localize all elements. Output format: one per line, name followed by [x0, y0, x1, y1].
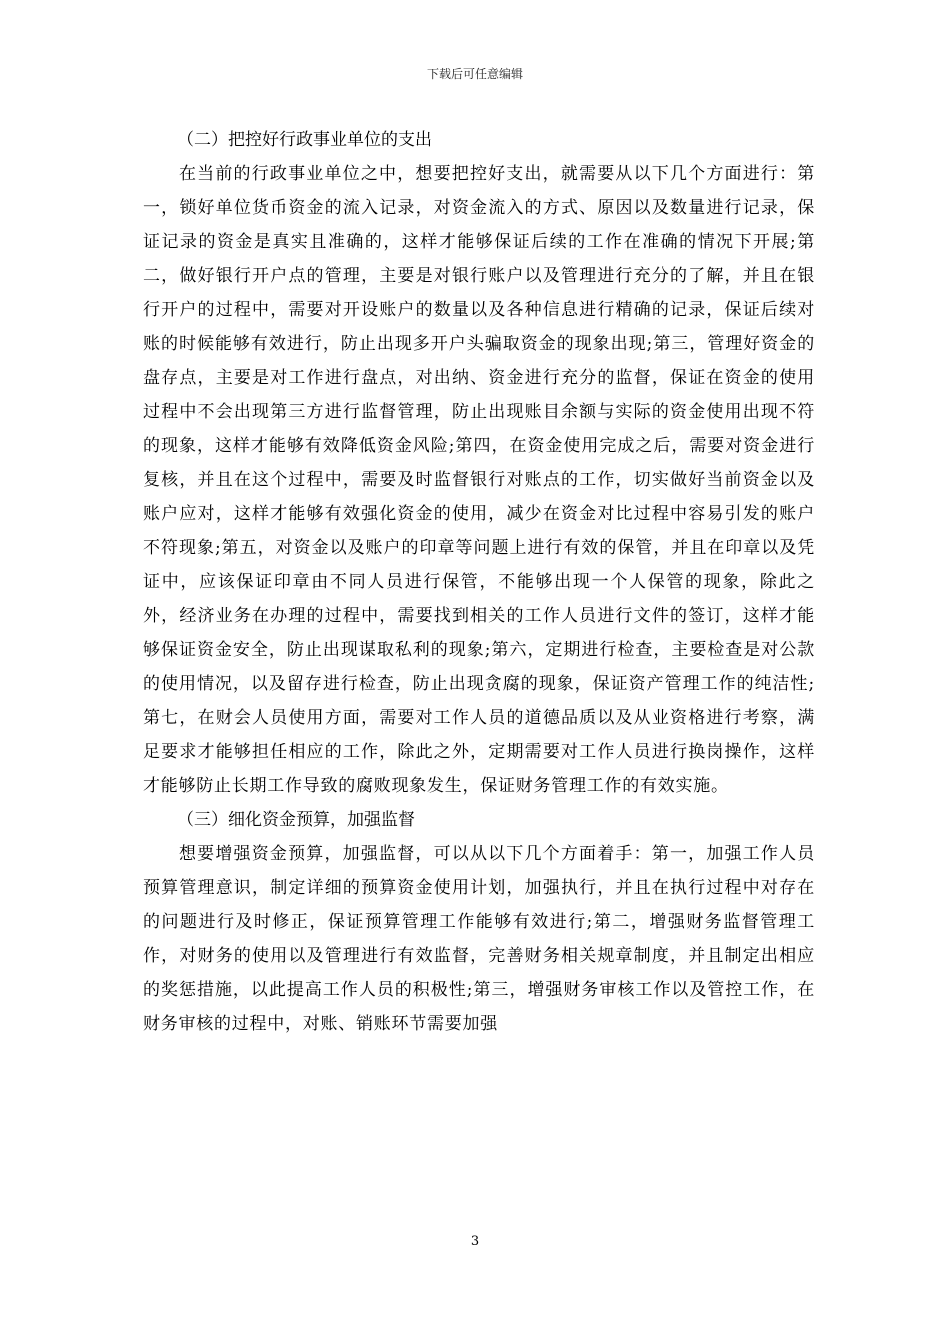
section-paragraph-3: 想要增强资金预算，加强监督，可以从以下几个方面着手：第一，加强工作人员预算管理意识，制定详细的预算资金使用计划，加强执行，并且在执行过程中对存在的问题进行及时修正，保证预算管理工作能够有效进行;第二，增强财务监督管理工作，对财务的使用以及管理进行有效监督，完善财务相关规章制度，并且制定出相应的奖惩措施，以此提高工作人员的积极性;第三，增强财务审核工作以及管控工作，在财务审核的过程中，对账、销账环节需要加强 — [143, 844, 815, 1034]
document-body — [143, 123, 815, 1041]
page-number: 3 — [470, 1234, 480, 1249]
section-heading-3: （三）细化资金预算，加强监督 — [177, 810, 415, 830]
section-heading-2: （二）把控好行政事业单位的支出 — [177, 130, 432, 150]
page-header: 下载后可任意编辑 — [426, 67, 523, 81]
section-paragraph-2: 在当前的行政事业单位之中，想要把控好支出，就需要从以下几个方面进行：第一，锁好单位货币资金的流入记录，对资金流入的方式、原因以及数量进行记录，保证记录的资金是真实且准确的，这样才能够保证后续的工作在准确的情况下开展;第二，做好银行开户点的管理，主要是对银行账户以及管理进行充分的了解，并且在银行开户的过程中，需要对开设账户的数量以及各种信息进行精确的记录，保证后续对账的时候能够有效进行，防止出现多开户头骗取资金的现象出现;第三，管理好资金的盘存点，主要是对工作进行盘点，对出纳、资金进行充分的监督，保证在资金的使用过程中不会出现第三方进行监督管理，防止出现账目余额与实际的资金使用出现不符的现象，这样才能够有效降低资金风险;第四，在资金使用完成之后，需要对资金进行复核，并且在这个过程中，需要及时监督银行对账点的工作，切实做好当前资金以及账户应对，这样才能够有效强化资金的使用，减少在资金对比过程中容易引发的账户不符现象;第五，对资金以及账户的印章等问题上进行有效的保管，并且在印章以及凭证中，应该保证印章由不同人员进行保管，不能够出现一个人保管的现象，除此之外，经济业务在办理的过程中，需要找到相关的工作人员进行文件的签订，这样才能够保证资金安全，防止出现谋取私利的现象;第六，定期进行检查，主要检查是对公款的使用情况，以及留存进行检查，防止出现贪腐的现象，保证资产管理工作的纯洁性;第七，在财会人员使用方面，需要对工作人员的道德品质以及从业资格进行考察，满足要求才能够担任相应的工作，除此之外，定期需要对工作人员进行换岗操作，这样才能够防止长期工作导致的腐败现象发生，保证财务管理工作的有效实施。 — [143, 164, 815, 796]
